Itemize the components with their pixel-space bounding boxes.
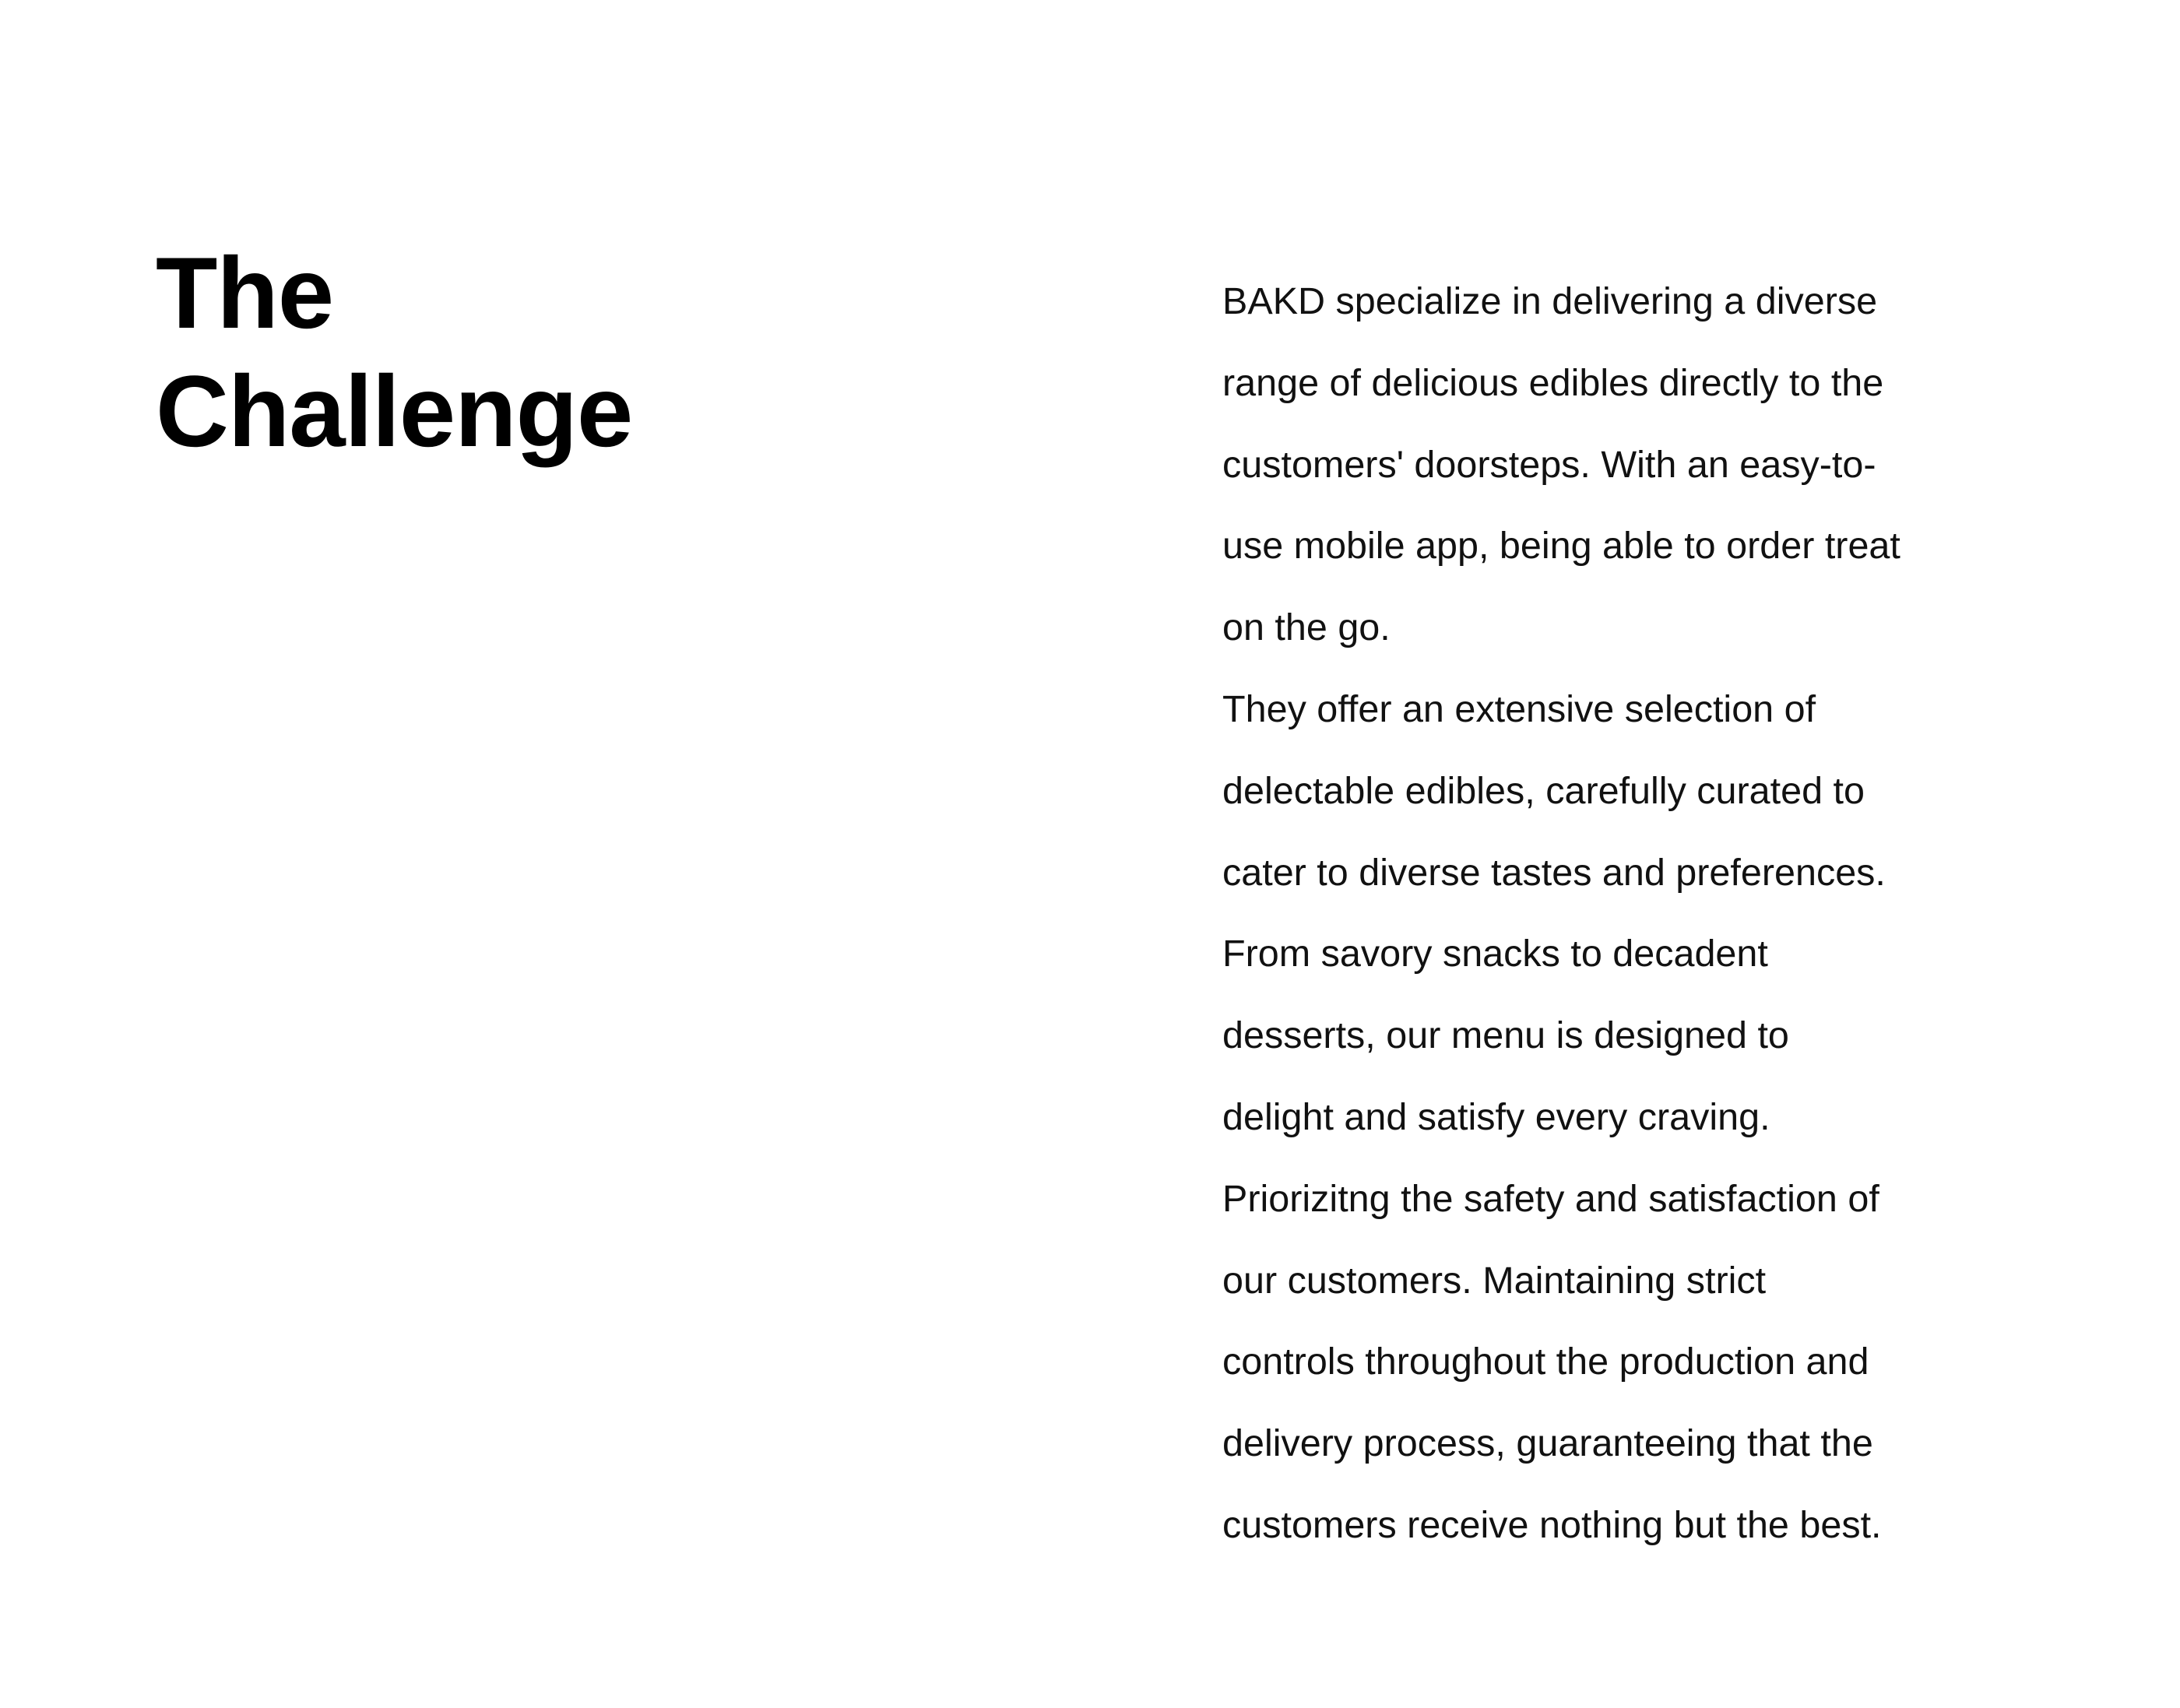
description-line: controls throughout the production and: [1222, 1341, 1869, 1383]
page-title-line: The: [156, 236, 334, 350]
description-line: desserts, our menu is designed to: [1222, 1014, 1789, 1057]
page-title-line: Challenge: [156, 354, 633, 468]
description-line: range of delicious edibles directly to the: [1222, 361, 1884, 404]
description-line: customers receive nothing but the best.: [1222, 1503, 1882, 1546]
description-line: on the go.: [1222, 606, 1391, 649]
description-line: cater to diverse tastes and preferences.: [1222, 851, 1886, 894]
description-line: delectable edibles, carefully curated to: [1222, 769, 1865, 812]
description-line: They offer an extensive selection of: [1222, 687, 1816, 730]
description-text: [1222, 261, 2001, 1566]
description-line: delivery process, guaranteeing that the: [1222, 1422, 1873, 1465]
page-title: [156, 234, 632, 470]
description-line: customers' doorsteps. With an easy-to-: [1222, 443, 1876, 486]
description-line: From savory snacks to decadent: [1222, 933, 1768, 975]
description-line: our customers. Maintaining strict: [1222, 1259, 1767, 1302]
description-line: delight and satisfy every craving.: [1222, 1095, 1770, 1138]
description-line: Priorizitng the safety and satisfaction of: [1222, 1177, 1879, 1220]
description-line: BAKD specialize in delivering a diverse: [1222, 280, 1878, 322]
description-line: use mobile app, being able to order treat: [1222, 525, 1900, 568]
